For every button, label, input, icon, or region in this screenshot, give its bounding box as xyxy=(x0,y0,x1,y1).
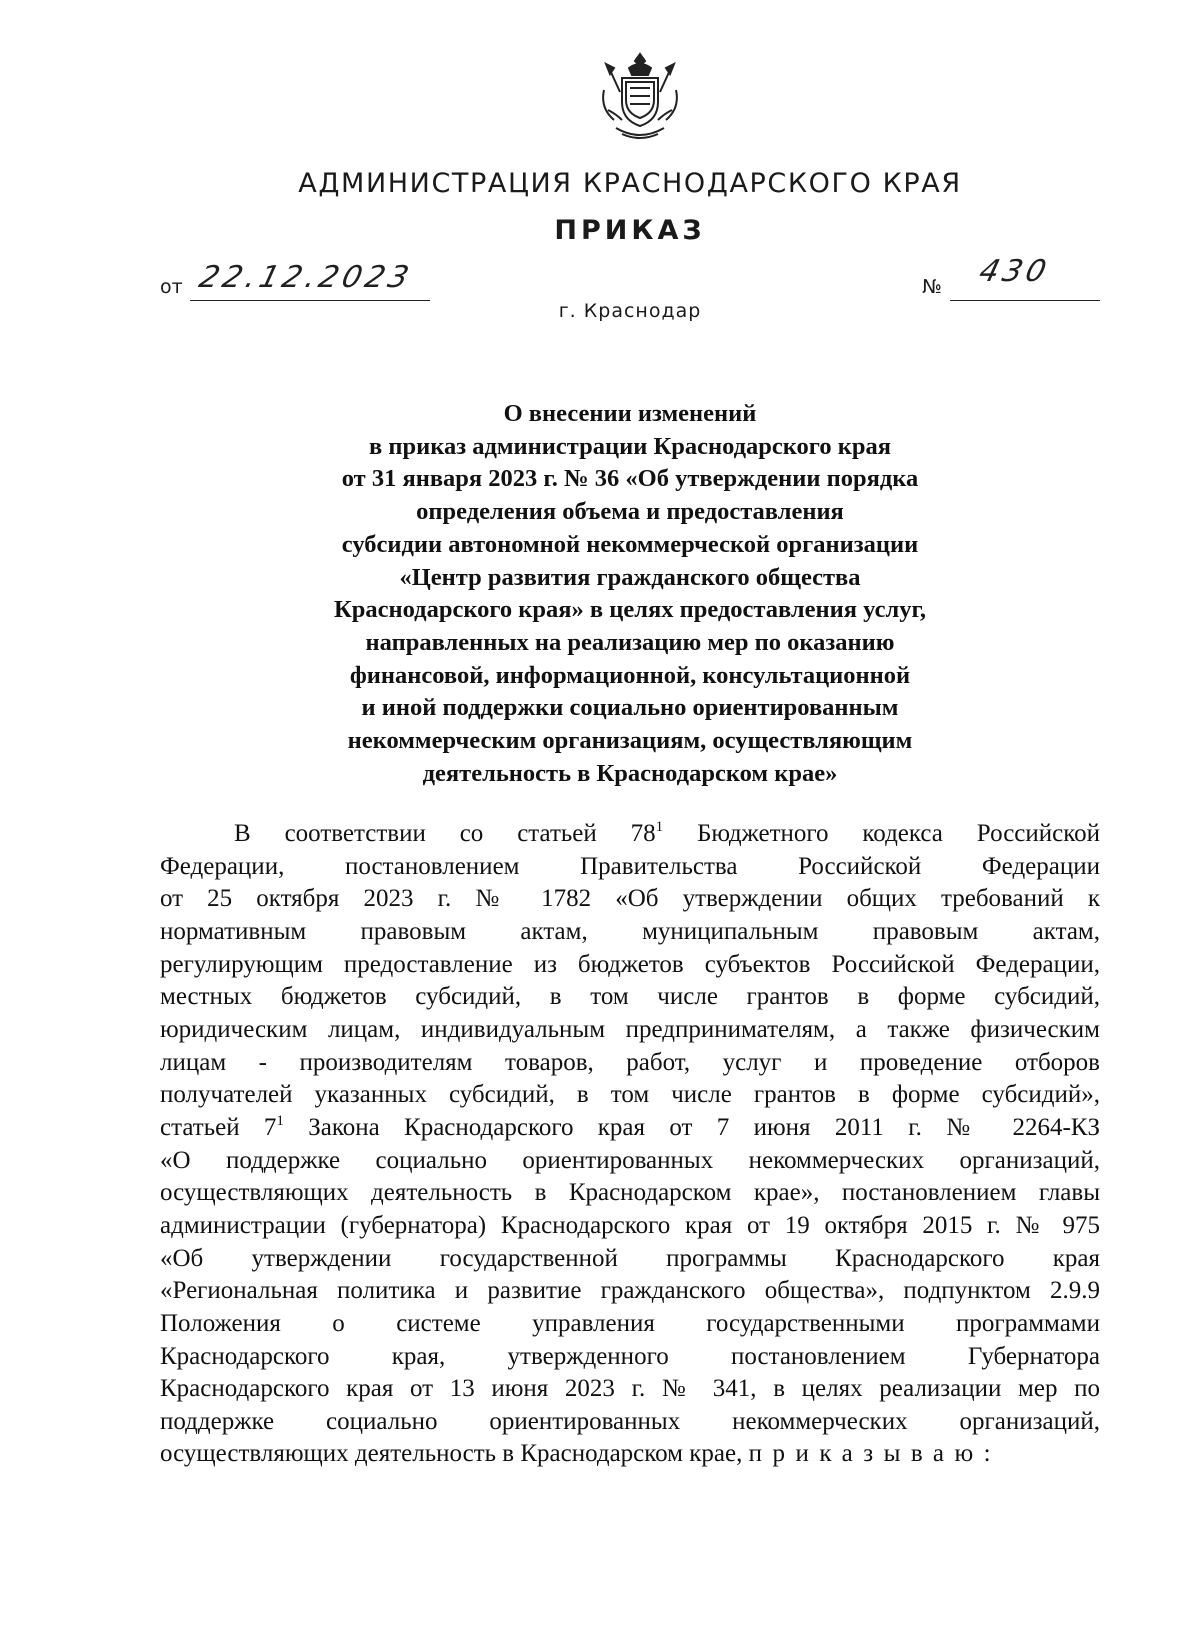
body-line: администрации (губернатора) Краснодарского края от 19 октября 2015 г. № 975 xyxy=(160,1211,1100,1239)
body-text: Закона Краснодарского края от 7 июня 2011 г. № 2264-КЗ xyxy=(283,1113,1101,1141)
title-line: «Центр развития гражданского общества xyxy=(399,563,861,591)
number-prefix: № xyxy=(922,276,942,298)
city: г. Краснодар xyxy=(558,300,702,322)
body-line: «О поддержке социально ориентированных некоммерческих организаций, xyxy=(160,1146,1100,1174)
body-line: «Региональная политика и развитие гражданского общества», подпунктом 2.9.9 xyxy=(160,1277,1100,1305)
document-type: ПРИКАЗ xyxy=(554,215,706,246)
body-text: В соответствии со статьей 78 xyxy=(234,820,656,847)
title-line: направленных на реализацию мер по оказанию xyxy=(365,628,895,656)
body-line: получателей указанных субсидий, в том числе грантов в форме субсидий», xyxy=(160,1081,1100,1109)
body-line: осуществляющих деятельность в Краснодарском крае», постановлением главы xyxy=(160,1179,1100,1207)
order-verb: приказываю: xyxy=(748,1440,1002,1468)
body-line: «Об утверждении государственной программы Краснодарского края xyxy=(160,1244,1100,1272)
body-line: нормативным правовым актам, муниципальным правовым актам, xyxy=(160,917,1100,945)
body-line: Краснодарского края, утвержденного постановлением Губернатора xyxy=(160,1342,1100,1370)
title-line: О внесении изменений xyxy=(503,400,757,427)
body-line: регулирующим предоставление из бюджетов субъектов Российской Федерации, xyxy=(160,950,1100,978)
title-line: и иной поддержки социально ориентированным xyxy=(361,694,899,722)
handwritten-number: 430 xyxy=(975,254,1054,289)
title-line: субсидии автономной некоммерческой организации xyxy=(341,530,919,558)
body-line: Положения о системе управления государственными программами xyxy=(160,1309,1100,1337)
title-line: в приказ администрации Краснодарского края xyxy=(369,432,891,460)
document-title xyxy=(160,398,1100,790)
body-line: Федерации, постановлением Правительства Российской Федерации xyxy=(160,852,1100,880)
date-prefix: от xyxy=(160,276,183,298)
body-line: лицам - производителям товаров, работ, услуг и проведение отборов xyxy=(160,1048,1100,1076)
title-line: от 31 января 2023 г. № 36 «Об утверждении порядка xyxy=(341,465,919,493)
title-line: Краснодарского края» в целях предоставления услуг, xyxy=(334,596,926,624)
superscript: 1 xyxy=(276,1113,284,1130)
body-text: осуществляющих деятельность в Краснодарском крае, xyxy=(160,1440,749,1468)
body-line: Краснодарского края от 13 июня 2023 г. № 341, в целях реализации мер по xyxy=(160,1375,1100,1403)
organization-name: АДМИНИСТРАЦИЯ КРАСНОДАРСКОГО КРАЯ xyxy=(298,168,962,199)
coat-of-arms-icon xyxy=(596,50,684,142)
body-text: Бюджетного кодекса Российской xyxy=(663,820,1100,847)
title-line: финансовой, информационной, консультационной xyxy=(349,661,911,689)
handwritten-date: 22.12.2023 xyxy=(195,260,417,295)
body-line: местных бюджетов субсидий, в том числе грантов в форме субсидий, xyxy=(160,983,1100,1011)
body-line: юридическим лицам, индивидуальным предпринимателям, а также физическим xyxy=(160,1015,1100,1043)
body-line xyxy=(160,818,1100,851)
body-paragraph xyxy=(160,818,1100,1471)
title-line: деятельность в Краснодарском крае» xyxy=(422,759,838,787)
body-line: поддержке социально ориентированных некоммерческих организаций, xyxy=(160,1407,1100,1435)
body-text: статьей 7 xyxy=(160,1113,277,1141)
body-line xyxy=(160,1112,1100,1145)
title-line: некоммерческим организациям, осуществляющим xyxy=(347,727,913,755)
body-line: от 25 октября 2023 г. № 1782 «Об утверждении общих требований к xyxy=(160,885,1100,913)
superscript: 1 xyxy=(655,819,664,836)
title-line: определения объема и предоставления xyxy=(416,498,844,526)
body-line xyxy=(160,1438,1100,1471)
